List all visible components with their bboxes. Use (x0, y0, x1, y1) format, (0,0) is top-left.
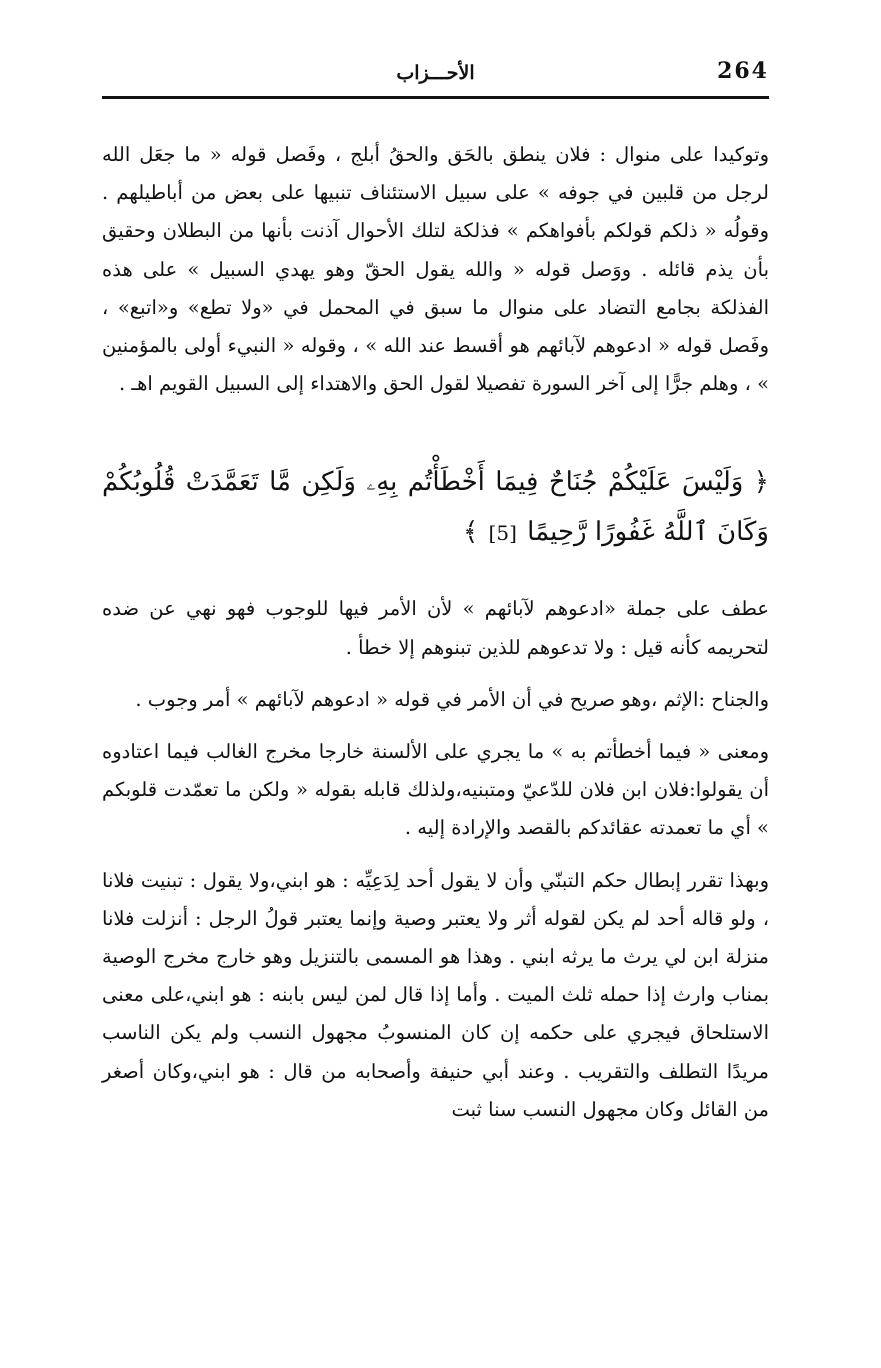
spacer (102, 558, 769, 590)
header-divider (102, 96, 769, 99)
verse-number: [5] (488, 521, 517, 546)
spacer (102, 667, 769, 681)
spacer (102, 719, 769, 733)
verse-open-bracket: ﴿ (753, 467, 769, 498)
intro-paragraph: وتوكيدا على منوال : فلان ينطق بالحَق والحقُ أبلج ، وفَصل قوله « ما جعَل الله لرجل من قلبين في جوفه » على سبيل الاستئناف تنبيها على بعض من أباطيلهم . وقولُه « ذلكم قولكم بأفواهكم » فذلكة لتلك الأحوال آذنت بأنها من البطلان وحقيق بأن يذم قائله . ووَصل قوله « والله يقول الحقّ وهو يهدي السبيل » على هذه الفذلكة بجامع التضاد على منوال ما سبق في المحمل في «ولا تطع» و«اتبع» ، وفَصل قوله « ادعوهم لآبائهم هو أقسط عند الله » ، وقوله « النبيء أولى بالمؤمنين » ، وهلم جرًّا إلى آخر السورة تفصيلا لقول الحق والاهتداء إلى السبيل القويم اهـ . (102, 143, 769, 396)
commentary-paragraph-2: والجناح :الإثم ،وهو صريح في أن الأمر في قوله « ادعوهم لآبائهم » أمر وجوب . (135, 687, 769, 711)
verse-text: وَلَيْسَ عَلَيْكُمْ جُنَاحٌ فِيمَا أَخْطَأْتُم بِهِۦ وَلَكِن مَّا تَعَمَّدَتْ قُلُوبُكُمْ وَكَانَ ٱللَّهُ غَفُورًا رَّحِيمًا (102, 467, 769, 548)
page-number: 264 (717, 58, 769, 84)
page-header (102, 56, 769, 96)
spacer (102, 403, 769, 457)
commentary-paragraph-1: عطف على جملة «ادعوهم لآبائهم » لأن الأمر فيها للوجوب فهو نهي عن ضده لتحريمه كأنه قيل : ولا تدعوهم للذين تبنوهم إلا خطأ . (102, 597, 769, 659)
quran-verse (102, 457, 769, 558)
verse-close-bracket: ﴾ (463, 517, 479, 548)
commentary-paragraph-4: وبهذا تقرر إبطال حكم التبنّي وأن لا يقول أحد لِدَعِيِّه : هو ابني،ولا يقول : تبنيت فلانا ، ولو قاله أحد لم يكن لقوله أثر ولا يعتبر وصية وإنما يعتبر قولُ الرجل : أنزلت فلانا منزلة ابن لي يرث ما يرثه ابني . وهذا هو المسمى بالتنزيل وهو خارج مخرج الوصية بمناب وارث إذا حمله ثلث الميت . وأما إذا قال لمن ليس بابنه : هو ابني،على معنى الاستلحاق فيجري على حكمه إن كان المنسوبُ مجهول النسب ولم يكن الناسب مريدًا التطلف والتقريب . وعند أبي حنيفة وأصحابه من قال : هو ابني،وكان أصغر من القائل وكان مجهول النسب سنا ثبت (102, 868, 769, 1121)
page-body (102, 136, 769, 1129)
spacer (102, 848, 769, 862)
running-title: الأحـــزاب (396, 62, 475, 84)
commentary-paragraph-3: ومعنى « فيما أخطأتم به » ما يجري على الألسنة خارجا مخرج الغالب فيما اعتادوه أن يقولوا:فلان ابن فلان للدّعيّ ومتبنيه،ولذلك قابله بقوله « ولكن ما تعمّدت قلوبكم » أي ما تعمدته عقائدكم بالقصد والإرادة إليه . (102, 740, 769, 840)
